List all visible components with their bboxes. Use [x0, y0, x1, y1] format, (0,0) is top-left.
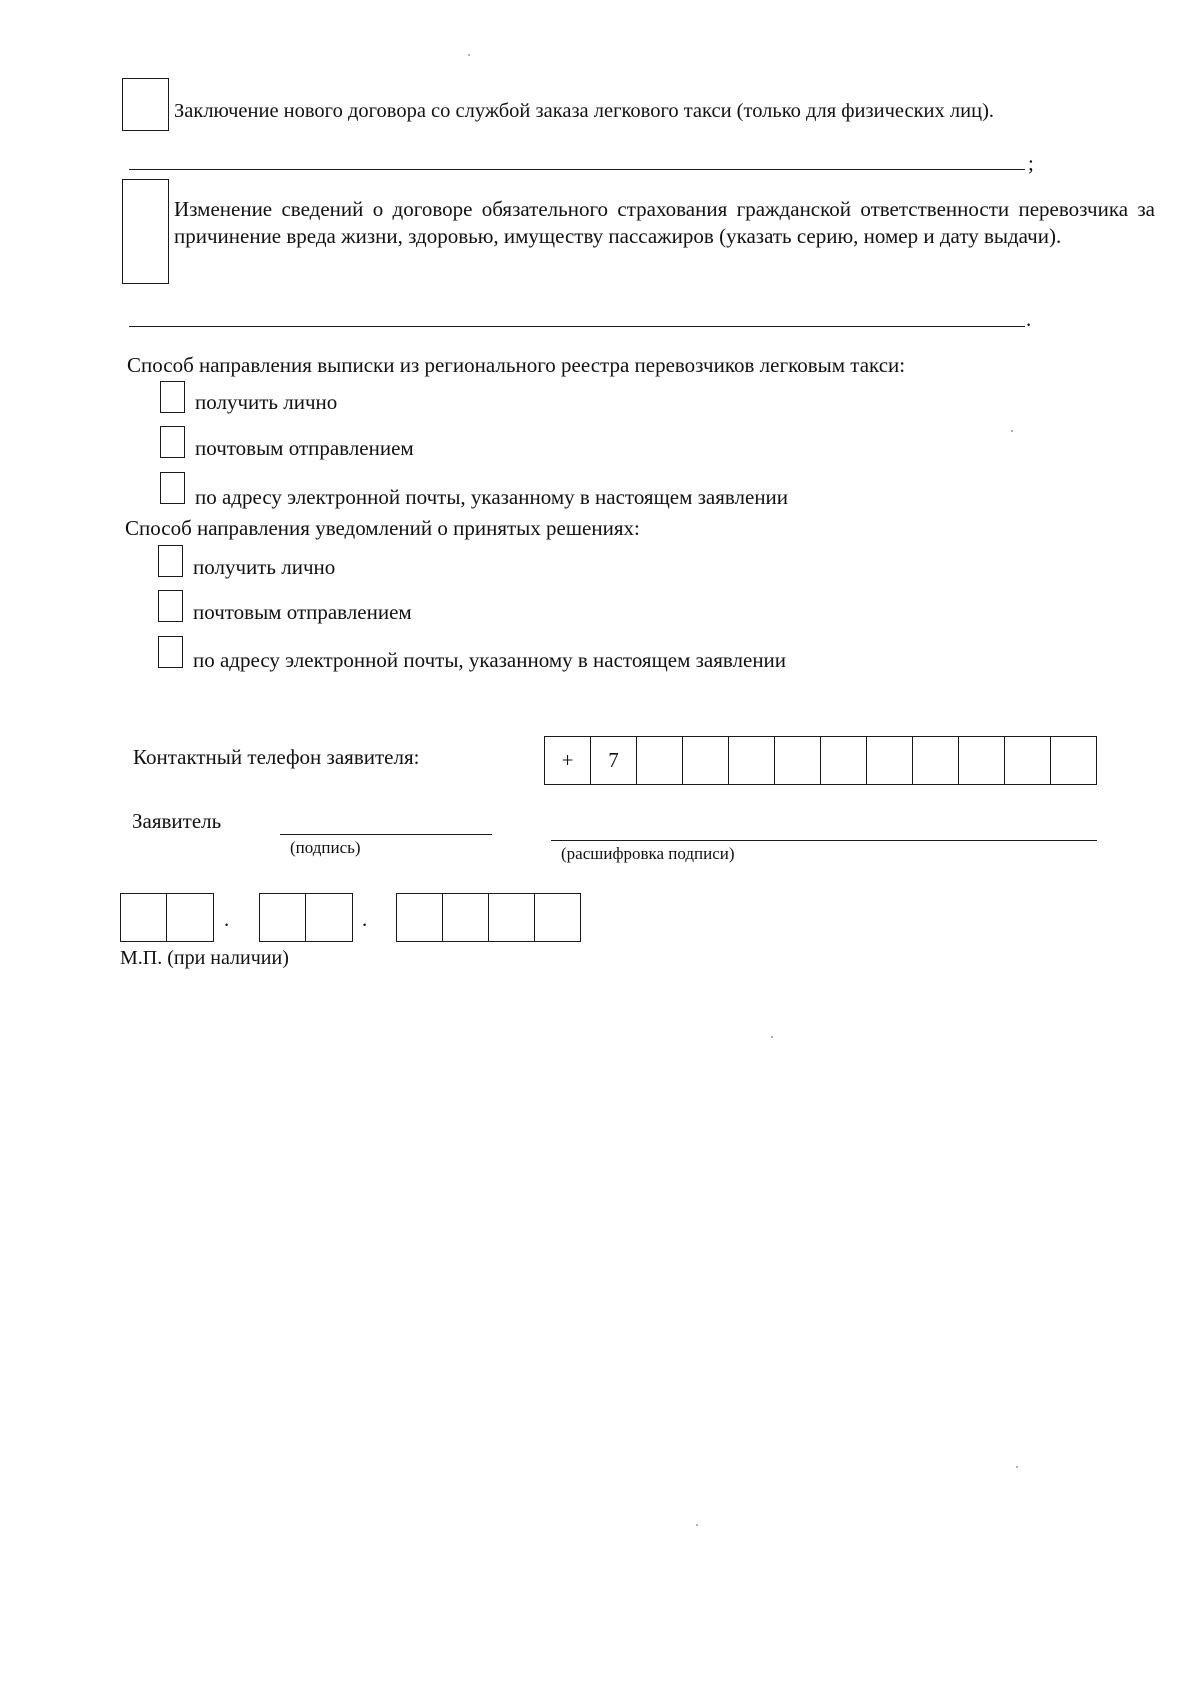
extract-by-email-label: по адресу электронной почты, указанному в настоящем заявлении	[195, 485, 789, 509]
extract-by-mail-checkbox[interactable]	[160, 426, 185, 458]
phone-cell[interactable]	[959, 737, 1005, 784]
signature-decoding-caption: (расшифровка подписи)	[561, 844, 735, 863]
scan-speck	[1016, 1466, 1018, 1468]
date-day-cell[interactable]	[167, 894, 213, 941]
phone-cell[interactable]	[683, 737, 729, 784]
date-separator: .	[362, 907, 368, 931]
extract-by-email-checkbox[interactable]	[160, 472, 185, 504]
signature-line[interactable]	[280, 834, 492, 835]
phone-cell[interactable]	[821, 737, 867, 784]
notify-by-mail-checkbox[interactable]	[158, 590, 183, 622]
phone-cell[interactable]	[913, 737, 959, 784]
date-month-cells[interactable]	[259, 893, 353, 942]
phone-cells[interactable]	[544, 736, 1097, 785]
date-month-cell[interactable]	[306, 894, 352, 941]
signature-caption: (подпись)	[290, 838, 361, 857]
date-year-cells[interactable]	[396, 893, 581, 942]
scan-speck	[468, 54, 470, 56]
date-day-cell[interactable]	[121, 894, 167, 941]
date-separator: .	[224, 907, 230, 931]
applicant-label: Заявитель	[132, 809, 222, 833]
stamp-caption: М.П. (при наличии)	[120, 947, 289, 969]
notification-delivery-heading: Способ направления уведомлений о принятых решениях:	[125, 516, 640, 540]
phone-label: Контактный телефон заявителя:	[133, 745, 420, 769]
notify-by-mail-label: почтовым отправлением	[193, 600, 412, 624]
date-day-cells[interactable]	[120, 893, 214, 942]
notify-by-email-checkbox[interactable]	[158, 636, 183, 668]
notify-in-person-checkbox[interactable]	[158, 545, 183, 577]
extract-in-person-checkbox[interactable]	[160, 381, 185, 413]
date-year-cell[interactable]	[443, 894, 489, 941]
phone-cell[interactable]	[1005, 737, 1051, 784]
phone-cell[interactable]	[1051, 737, 1096, 784]
extract-by-mail-label: почтовым отправлением	[195, 436, 414, 460]
scan-speck	[771, 1036, 773, 1038]
insurance-change-label: Изменение сведений о договоре обязательного страхования гражданской ответственности перевозчика за причинение вреда жизни, здоровью, имуществу пассажиров (указать серию, номер и дату выдачи).	[174, 197, 1155, 248]
date-year-cell[interactable]	[535, 894, 580, 941]
phone-cell[interactable]	[867, 737, 913, 784]
scan-speck	[1011, 430, 1013, 432]
phone-cell[interactable]	[729, 737, 775, 784]
extract-in-person-label: получить лично	[195, 390, 338, 414]
insurance-change-checkbox[interactable]	[122, 179, 169, 284]
scan-speck	[696, 1524, 698, 1526]
phone-cell[interactable]: +	[545, 737, 591, 784]
date-year-cell[interactable]	[489, 894, 535, 941]
new-contract-label: Заключение нового договора со службой заказа легкового такси (только для физических лиц).	[174, 100, 995, 122]
notify-by-email-label: по адресу электронной почты, указанному в настоящем заявлении	[193, 648, 787, 672]
phone-cell[interactable]	[775, 737, 821, 784]
phone-cell[interactable]	[637, 737, 683, 784]
insurance-line-end: .	[1026, 307, 1032, 331]
date-year-cell[interactable]	[397, 894, 443, 941]
extract-delivery-heading: Способ направления выписки из регионального реестра перевозчиков легковым такси:	[127, 353, 906, 377]
new-contract-checkbox[interactable]	[122, 78, 169, 131]
insurance-fill-line[interactable]	[129, 326, 1025, 327]
new-contract-line-end: ;	[1028, 151, 1034, 175]
notify-in-person-label: получить лично	[193, 555, 336, 579]
phone-cell[interactable]: 7	[591, 737, 637, 784]
date-month-cell[interactable]	[260, 894, 306, 941]
signature-decoding-line[interactable]	[551, 840, 1097, 841]
new-contract-fill-line[interactable]	[129, 169, 1025, 170]
